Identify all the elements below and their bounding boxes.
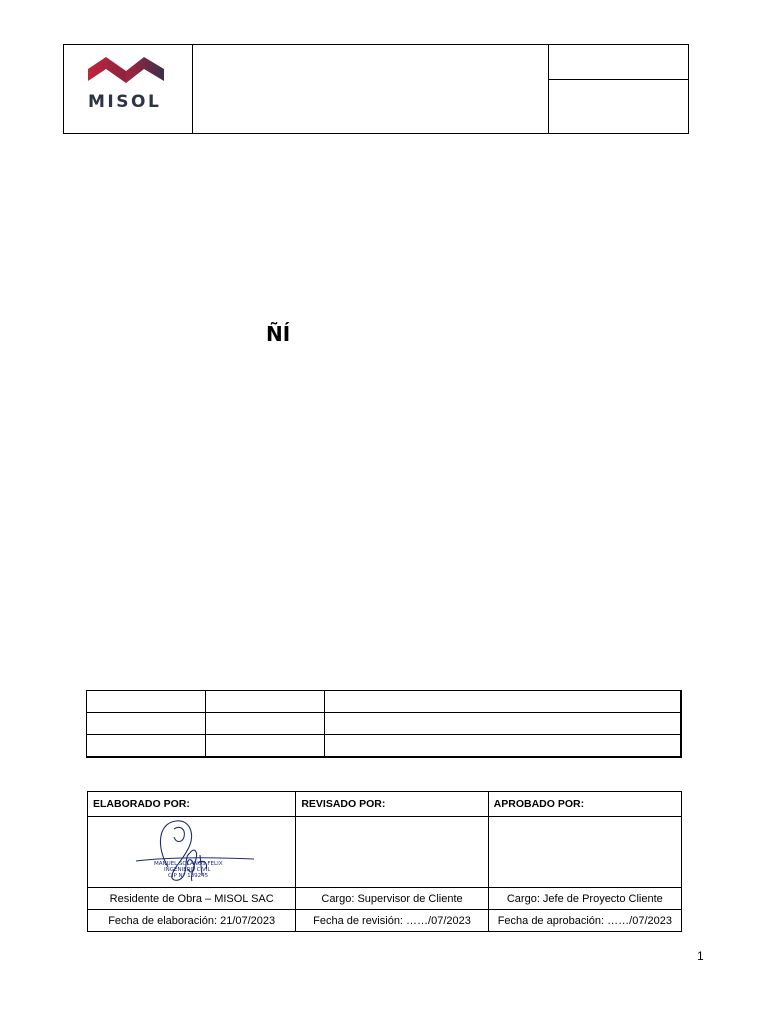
- table-cell: [206, 691, 325, 713]
- stamp-line-3: CIP N° 139245: [168, 873, 209, 879]
- position-row: [88, 888, 682, 910]
- table-row: [87, 713, 682, 735]
- table-cell: [206, 735, 325, 758]
- table-cell: [325, 713, 682, 735]
- table-cell: [325, 735, 682, 758]
- revision-table: [86, 690, 682, 758]
- misol-logo-icon: [88, 55, 164, 87]
- approval-header-row: [88, 792, 682, 817]
- table-row: [87, 735, 682, 758]
- document-header: [63, 44, 689, 134]
- header-title-cell: [192, 45, 549, 133]
- logo-cell: [64, 45, 193, 133]
- table-cell: [325, 691, 682, 713]
- header-code-cell: [548, 45, 688, 80]
- elaboracion-date: Fecha de elaboración: 21/07/2023: [88, 910, 296, 932]
- elaborado-signature-cell: [88, 817, 296, 888]
- aprobacion-date: Fecha de aprobación: ……/07/2023: [488, 910, 681, 932]
- aprobado-signature-cell: [488, 817, 681, 888]
- table-cell: [87, 691, 206, 713]
- aprobado-position: Cargo: Jefe de Proyecto Cliente: [488, 888, 681, 910]
- table-cell: [206, 713, 325, 735]
- date-row: [88, 910, 682, 932]
- revisado-position: Cargo: Supervisor de Cliente: [296, 888, 488, 910]
- stamp-line-1: MANUEL SOLANOS FELIX: [154, 861, 223, 867]
- elaborado-header: ELABORADO POR:: [88, 792, 296, 817]
- revisado-header: REVISADO POR:: [296, 792, 488, 817]
- document-title: ÑÍ: [266, 322, 291, 346]
- table-cell: [87, 735, 206, 758]
- aprobado-header: APROBADO POR:: [488, 792, 681, 817]
- stamp-line-2: INGENIERO CIVIL: [164, 867, 211, 873]
- table-cell: [87, 713, 206, 735]
- signature-row: [88, 817, 682, 888]
- revision-date: Fecha de revisión: ……/07/2023: [296, 910, 488, 932]
- company-name: MISOL: [88, 92, 162, 112]
- page-number: 1: [697, 949, 704, 963]
- handwritten-signature: [128, 817, 263, 887]
- elaborado-position: Residente de Obra – MISOL SAC: [88, 888, 296, 910]
- header-revision-cell: [548, 79, 688, 133]
- table-row: [87, 691, 682, 713]
- approval-table: [87, 791, 682, 932]
- revisado-signature-cell: [296, 817, 488, 888]
